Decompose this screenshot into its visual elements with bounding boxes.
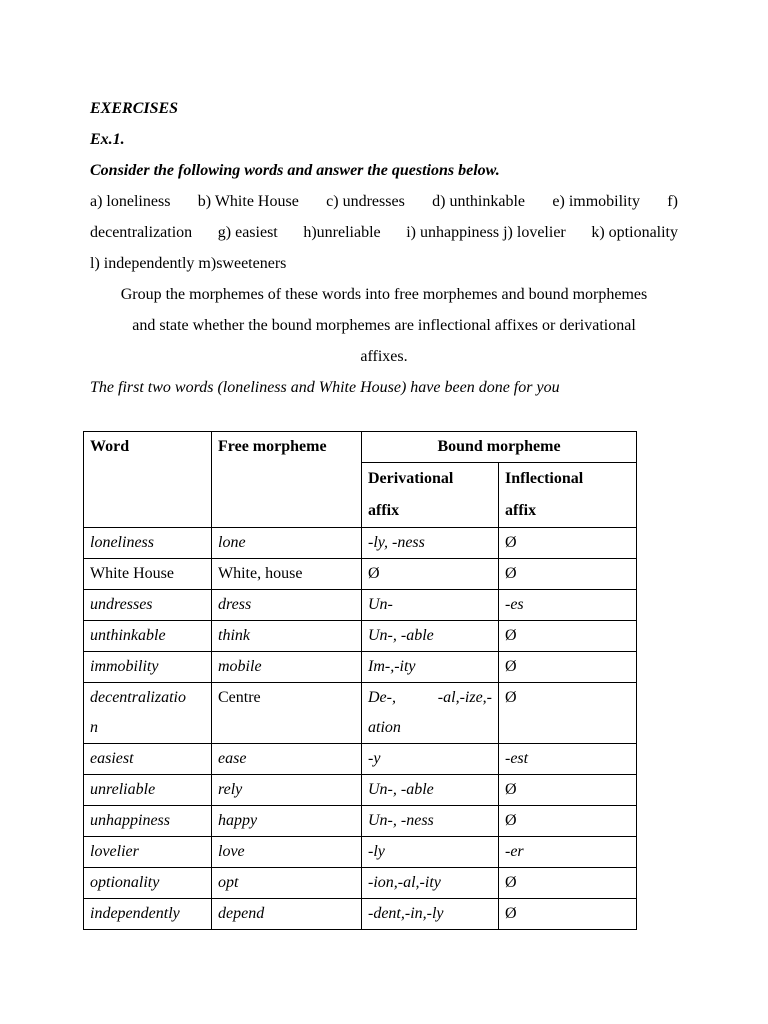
cell-free: mobile (212, 652, 362, 683)
table-row (84, 652, 637, 683)
instruction-text: Consider the following words and answer the questions below. (90, 162, 500, 179)
word-item: c) undresses (326, 193, 405, 210)
table-row (84, 744, 637, 775)
morpheme-table (83, 431, 637, 930)
exercises-heading: EXERCISES (90, 100, 179, 117)
word-item: k) optionality (591, 224, 678, 241)
word-item: a) loneliness (90, 193, 171, 210)
table-row (84, 837, 637, 868)
word-item: h)unreliable (303, 224, 381, 241)
table-row (84, 559, 637, 590)
header-bound-morpheme: Bound morpheme (362, 432, 637, 463)
cell-inflectional: Ø (499, 899, 637, 930)
table-row (84, 590, 637, 621)
cell-word (84, 683, 212, 744)
word-item: g) easiest (217, 224, 278, 241)
cell-word: immobility (84, 652, 212, 683)
cell-inflectional: Ø (499, 806, 637, 837)
word-item: f) (667, 193, 678, 210)
cell-free: happy (212, 806, 362, 837)
word-item: decentralization (90, 224, 193, 241)
cell-derivational: Ø (362, 559, 499, 590)
cell-inflectional: -es (499, 590, 637, 621)
cell-word: loneliness (84, 528, 212, 559)
cell-free: think (212, 621, 362, 652)
cell-inflectional: Ø (499, 775, 637, 806)
table-row (84, 775, 637, 806)
document-body (90, 93, 678, 403)
header-word: Word (84, 432, 212, 528)
exercise-label: Ex.1. (90, 131, 125, 148)
cell-derivational: Un-, -able (362, 775, 499, 806)
cell-word: unhappiness (84, 806, 212, 837)
cell-inflectional: Ø (499, 621, 637, 652)
table-row (84, 899, 637, 930)
cell-derivational: Un-, -ness (362, 806, 499, 837)
cell-word: undresses (84, 590, 212, 621)
header-inflectional-line-2: affix (505, 502, 537, 519)
cell-free: Centre (212, 683, 362, 744)
cell-free: lone (212, 528, 362, 559)
cell-free: White, house (212, 559, 362, 590)
cell-derivational: Un- (362, 590, 499, 621)
cell-free: depend (212, 899, 362, 930)
task-line-3: affixes. (360, 348, 408, 365)
cell-word-line-1: decentralizatio (90, 689, 186, 706)
cell-inflectional: Ø (499, 683, 637, 744)
cell-derivational: -ion,-al,-ity (362, 868, 499, 899)
header-inflectional-line-1: Inflectional (505, 470, 584, 487)
cell-derivational-line-2: ation (368, 719, 401, 736)
cell-derivational: -dent,-in,-ly (362, 899, 499, 930)
cell-word-line-2: n (90, 719, 98, 736)
cell-derivational-part: -al,-ize,- (437, 689, 492, 706)
cell-derivational: Un-, -able (362, 621, 499, 652)
cell-inflectional: Ø (499, 652, 637, 683)
cell-word: easiest (84, 744, 212, 775)
cell-word: optionality (84, 868, 212, 899)
word-item: i) unhappiness j) lovelier (406, 224, 566, 241)
cell-derivational (362, 683, 499, 744)
cell-free: ease (212, 744, 362, 775)
cell-derivational-line-1 (368, 683, 492, 713)
cell-inflectional: -er (499, 837, 637, 868)
word-list-line-3: l) independently m)sweeteners (90, 255, 287, 272)
cell-free: love (212, 837, 362, 868)
table-row (84, 806, 637, 837)
table-row (84, 621, 637, 652)
word-list-line-2 (90, 217, 678, 248)
cell-word: independently (84, 899, 212, 930)
word-item: e) immobility (552, 193, 640, 210)
task-line-2: and state whether the bound morphemes are inflectional affixes or derivational (132, 317, 636, 334)
header-derivational-line-2: affix (368, 502, 400, 519)
cell-inflectional: Ø (499, 868, 637, 899)
word-item: d) unthinkable (432, 193, 526, 210)
cell-inflectional: -est (499, 744, 637, 775)
cell-word: White House (84, 559, 212, 590)
word-item: b) White House (197, 193, 299, 210)
cell-derivational: -ly (362, 837, 499, 868)
note-text: The first two words (loneliness and White House) have been done for you (90, 379, 560, 396)
table-header-row (84, 432, 637, 463)
word-list-line-1 (90, 186, 678, 217)
cell-derivational: -ly, -ness (362, 528, 499, 559)
header-inflectional-affix (499, 463, 637, 528)
cell-derivational: Im-,-ity (362, 652, 499, 683)
cell-derivational: -y (362, 744, 499, 775)
cell-word: unthinkable (84, 621, 212, 652)
cell-derivational-part: De-, (368, 689, 396, 706)
cell-free: rely (212, 775, 362, 806)
cell-free: dress (212, 590, 362, 621)
header-derivational-line-1: Derivational (368, 470, 454, 487)
header-free-morpheme: Free morpheme (212, 432, 362, 528)
task-line-1: Group the morphemes of these words into free morphemes and bound morphemes (120, 286, 648, 303)
cell-word: lovelier (84, 837, 212, 868)
cell-inflectional: Ø (499, 559, 637, 590)
cell-free: opt (212, 868, 362, 899)
table-row (84, 683, 637, 744)
table-row (84, 868, 637, 899)
header-derivational-affix (362, 463, 499, 528)
table-row (84, 528, 637, 559)
cell-inflectional: Ø (499, 528, 637, 559)
cell-word: unreliable (84, 775, 212, 806)
